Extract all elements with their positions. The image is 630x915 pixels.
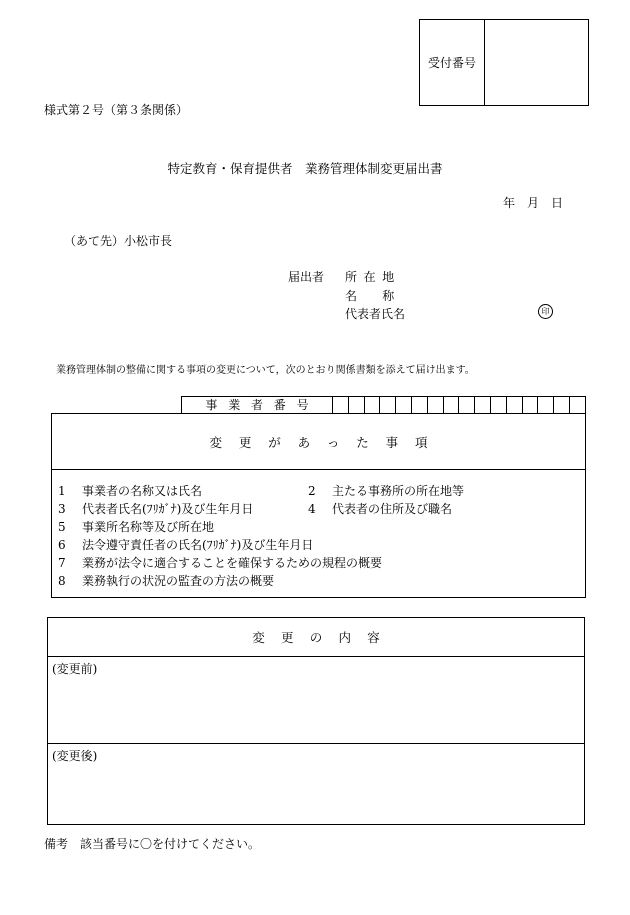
- item-number: 5: [58, 520, 66, 534]
- list-item[interactable]: [58, 572, 274, 589]
- list-item[interactable]: [58, 554, 382, 571]
- reception-number-label: 受付番号: [420, 20, 485, 105]
- operator-number-digit-cell[interactable]: [396, 397, 412, 414]
- operator-number-digit-cell[interactable]: [428, 397, 444, 414]
- operator-number-cells[interactable]: [333, 397, 586, 414]
- applicant-address-label: 所在地: [345, 270, 401, 284]
- item-text: 代表者の住所及び職名: [332, 502, 453, 516]
- item-text: 事業者の名称又は氏名: [82, 484, 203, 498]
- seal-icon: 印: [538, 304, 553, 319]
- operator-number-digit-cell[interactable]: [538, 397, 554, 414]
- item-number: 2: [308, 484, 316, 498]
- item-text: 業務執行の状況の監査の方法の概要: [82, 574, 275, 588]
- item-number: 4: [308, 502, 316, 516]
- remarks-note: 備考 該当番号に〇を付けてください。: [44, 837, 261, 851]
- operator-number-digit-cell[interactable]: [380, 397, 396, 414]
- operator-number-digit-cell[interactable]: [523, 397, 539, 414]
- after-change-label: (変更後): [52, 749, 98, 763]
- item-number: 8: [58, 574, 66, 588]
- list-item[interactable]: [58, 518, 214, 535]
- item-text: 事業所名称等及び所在地: [82, 520, 215, 534]
- item-text: 主たる事務所の所在地等: [332, 484, 465, 498]
- item-number: 6: [58, 538, 66, 552]
- operator-number-digit-cell[interactable]: [554, 397, 570, 414]
- changed-items-box: [51, 413, 586, 598]
- addressee: （あて先）小松市長: [64, 234, 173, 248]
- before-change-field[interactable]: [48, 657, 584, 744]
- date-line: 年 月 日: [503, 196, 564, 210]
- operator-number-digit-cell[interactable]: [412, 397, 428, 414]
- document-title: 特定教育・保育提供者 業務管理体制変更届出書: [167, 161, 443, 176]
- item-number: 3: [58, 502, 66, 516]
- operator-number-digit-cell[interactable]: [475, 397, 491, 414]
- change-content-header: 変更の内容: [48, 618, 584, 657]
- operator-number-label: 事業者番号: [182, 397, 333, 414]
- operator-number-row: [181, 396, 586, 414]
- reception-number-field[interactable]: [485, 20, 588, 105]
- operator-number-digit-cell[interactable]: [491, 397, 507, 414]
- list-item[interactable]: [58, 536, 313, 553]
- list-item[interactable]: [58, 482, 202, 499]
- item-text: 業務が法令に適合することを確保するための規程の概要: [82, 556, 383, 570]
- form-number: 様式第２号（第３条関係）: [44, 103, 189, 117]
- reception-number-box: [419, 19, 589, 106]
- operator-number-digit-cell[interactable]: [459, 397, 475, 414]
- item-number: 1: [58, 484, 66, 498]
- item-number: 7: [58, 556, 66, 570]
- operator-number-digit-cell[interactable]: [333, 397, 349, 414]
- applicant-label: 届出者: [288, 270, 325, 284]
- applicant-representative-label: 代表者氏名: [345, 307, 406, 321]
- operator-number-digit-cell[interactable]: [444, 397, 460, 414]
- operator-number-digit-cell[interactable]: [507, 397, 523, 414]
- list-item[interactable]: [58, 500, 253, 517]
- operator-number-digit-cell[interactable]: [570, 397, 586, 414]
- item-text: 代表者氏名(ﾌﾘｶﾞﾅ)及び生年月日: [82, 502, 254, 516]
- change-content-box: [47, 617, 585, 825]
- applicant-name-label: 名称: [345, 289, 420, 303]
- list-item[interactable]: [308, 500, 452, 517]
- item-text: 法令遵守責任者の氏名(ﾌﾘｶﾞﾅ)及び生年月日: [82, 538, 314, 552]
- changed-items-header: 変更があった事項: [52, 414, 585, 470]
- after-change-field[interactable]: [48, 744, 584, 767]
- intro-text: 業務管理体制の整備に関する事項の変更について，次のとおり関係書類を添えて届け出ます。: [56, 365, 475, 376]
- operator-number-digit-cell[interactable]: [349, 397, 365, 414]
- list-item[interactable]: [308, 482, 464, 499]
- before-change-label: (変更前): [52, 662, 98, 676]
- operator-number-digit-cell[interactable]: [365, 397, 381, 414]
